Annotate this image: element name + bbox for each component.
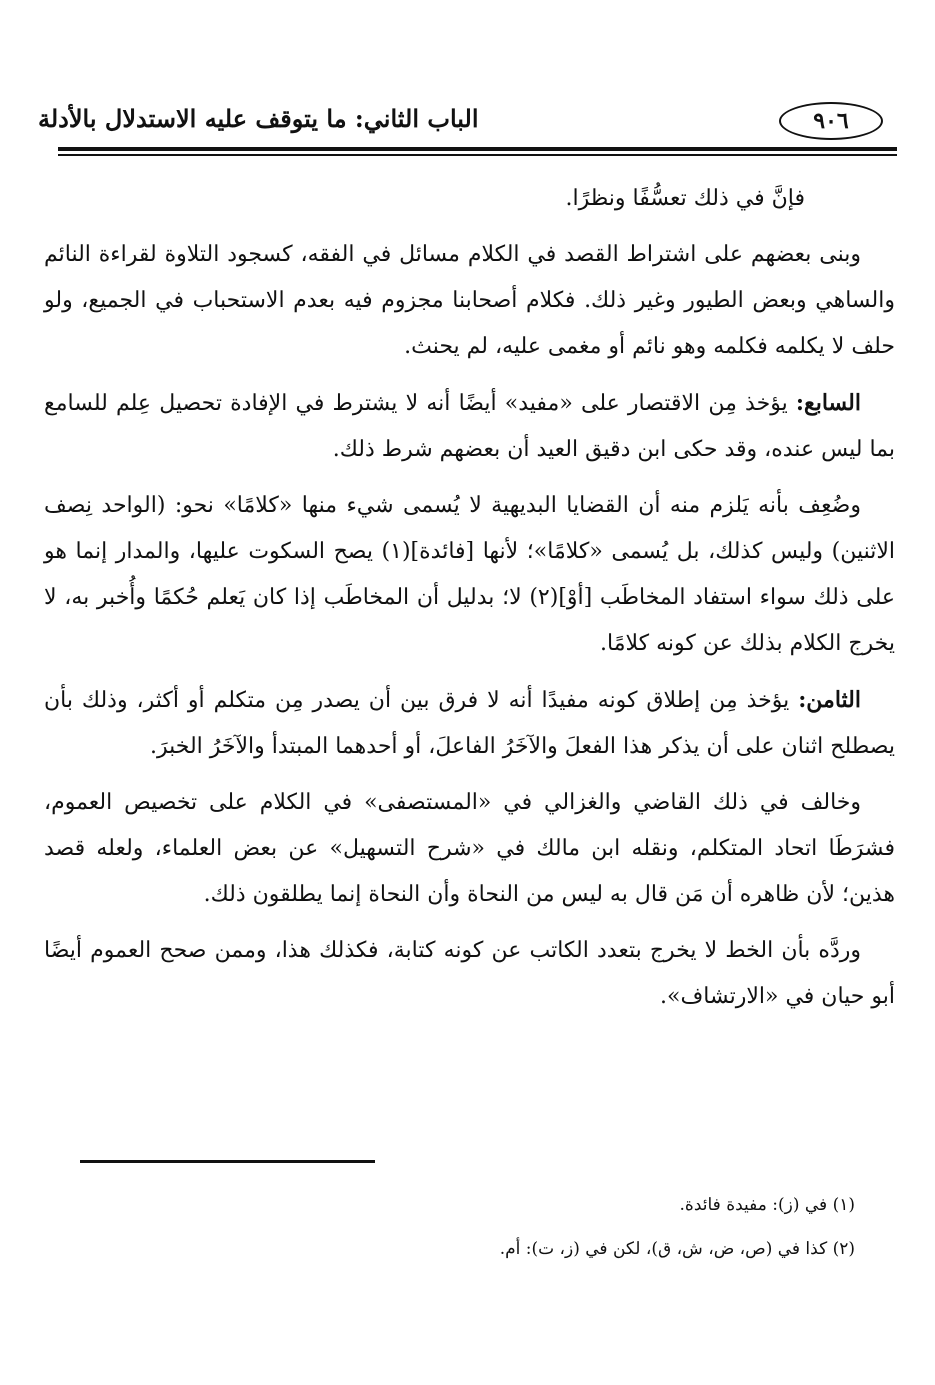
paragraph-text: يؤخذ مِن إطلاق كونه مفيدًا أنه لا فرق بين أن يصدر مِن متكلم أو أكثر، وذلك بأن يصطلح اثنان على أن يذكر هذا الفعلَ والآخَرُ الفاعلَ، أو أحدهما المبتدأ والآخَرُ الخبرَ.	[44, 688, 895, 759]
main-text	[44, 176, 895, 1030]
paragraph: وخالف في ذلك القاضي والغزالي في «المستصفى» في الكلام على تخصيص العموم، فشرَطَا اتحاد المتكلم، ونقله ابن مالك في «شرح التسهيل» عن بعض العلماء، ولعله قصد هذين؛ لأن ظاهره أن مَن قال به ليس من النحاة وأن النحاة إنما يطلقون ذلك.	[44, 790, 895, 907]
paragraph: وردَّه بأن الخط لا يخرج بتعدد الكاتب عن كونه كتابة، فكذلك هذا، وممن صحح العموم أيضًا أبو حيان في «الارتشاف».	[44, 938, 895, 1009]
paragraph	[44, 677, 895, 770]
footnote: (١) في (ز): مفيدة فائدة.	[679, 1195, 855, 1215]
paragraph	[44, 380, 895, 473]
header-rule-thin	[58, 154, 897, 156]
page-number-badge	[779, 102, 883, 140]
header-rule-thick	[58, 147, 897, 151]
footnote-separator	[80, 1160, 375, 1163]
paragraph-lead: الثامن:	[798, 687, 861, 713]
footnote: (٢) كذا في (ص، ض، ش، ق)، لكن في (ز، ت): أم.	[499, 1239, 855, 1259]
paragraph: وبنى بعضهم على اشتراط القصد في الكلام مسائل في الفقه، كسجود التلاوة لقراءة النائم والساهي وبعض الطيور وغير ذلك. فكلام أصحابنا مجزوم فيه بعدم الاستحباب في الجميع، ولو حلف لا يكلمه فكلمه وهو نائم أو مغمى عليه، لم يحنث.	[44, 242, 895, 359]
running-title: الباب الثاني: ما يتوقف عليه الاستدلال بالأدلة	[38, 104, 479, 133]
paragraph: فإنَّ في ذلك تعسُّفًا ونظرًا.	[565, 186, 805, 211]
paragraph: وضُعِف بأنه يَلزم منه أن القضايا البديهية لا يُسمى شيء منها «كلامًا» نحو: (الواحد نِصف الاثنين) وليس كذلك، بل يُسمى «كلامًا»؛ لأنها [فائدة](١) يصح السكوت عليها، والمدار إنما هو على ذلك سواء استفاد المخاطَب [أوْ](٢) لا؛ بدليل أن المخاطَب إذا كان يَعلم حُكمًا وأُخبر به، لا يخرج الكلام بذلك عن كونه كلامًا.	[44, 493, 896, 656]
paragraph-lead: السابع:	[795, 390, 861, 416]
footnotes	[40, 1190, 855, 1278]
paragraph-text: يؤخذ مِن الاقتصار على «مفيد» أيضًا أنه لا يشترط في الإفادة تحصيل عِلم للسامع بما ليس عنده، وقد حكى ابن دقيق العيد أن بعضهم شرط ذلك.	[44, 391, 895, 462]
page-header	[38, 98, 897, 144]
page-number: ٩٠٦	[813, 108, 849, 134]
